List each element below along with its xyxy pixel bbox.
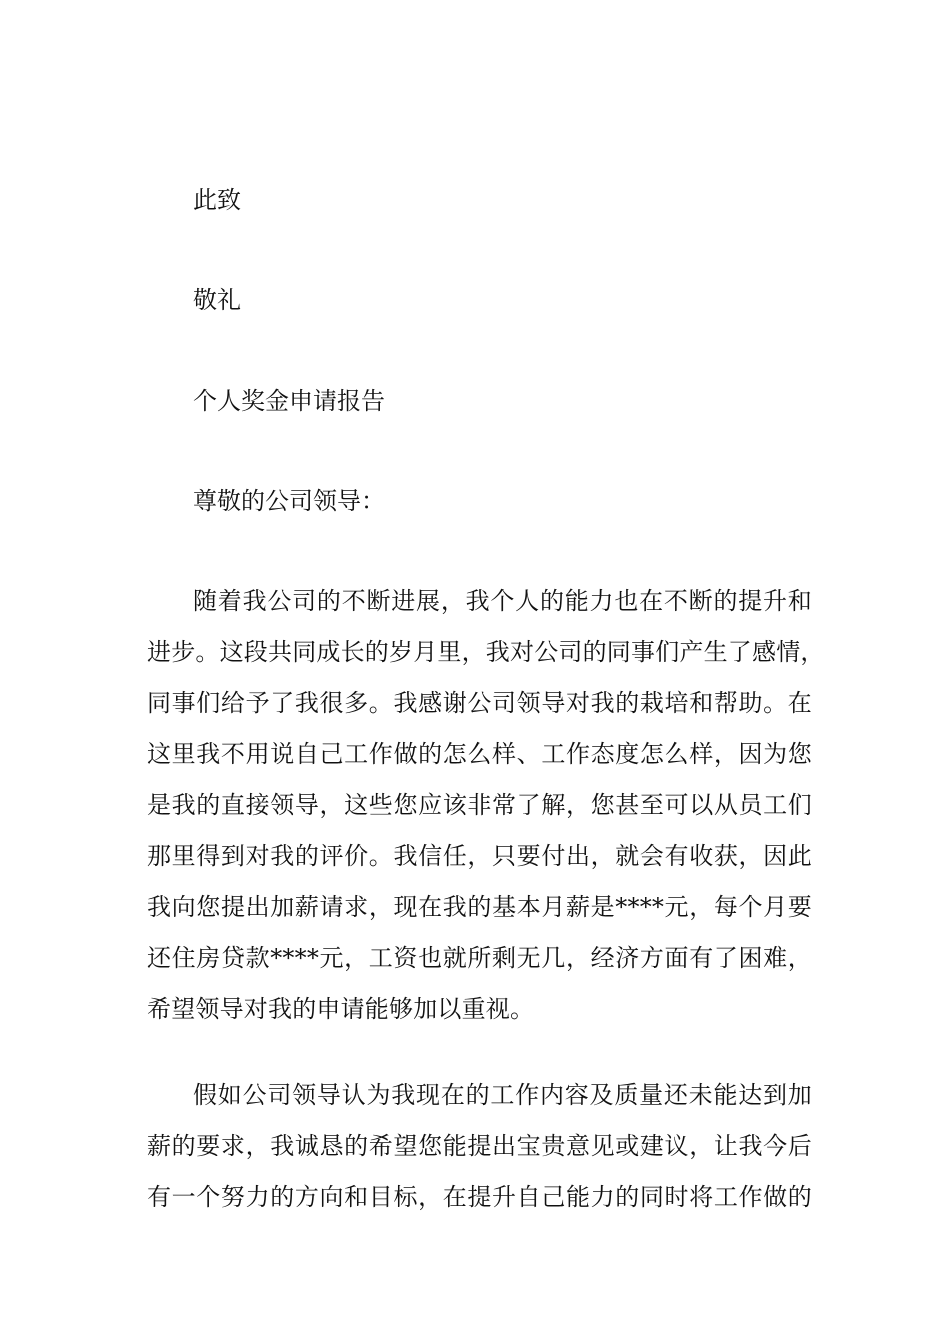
paragraph-1 bbox=[147, 576, 825, 1035]
paragraph-1-line: 我向您提出加薪请求，现在我的基本月薪是****元，每个月要 bbox=[147, 893, 812, 921]
paragraph-1-line: 希望领导对我的申请能够加以重视。 bbox=[147, 995, 535, 1023]
paragraph-1-line: 进步。这段共同成长的岁月里，我对公司的同事们产生了感情， bbox=[147, 638, 825, 666]
paragraph-1-line: 同事们给予了我很多。我感谢公司领导对我的栽培和帮助。在 bbox=[147, 689, 812, 717]
closing-salutation-2: 敬礼 bbox=[193, 286, 241, 314]
document-title: 个人奖金申请报告 bbox=[193, 387, 385, 415]
closing-salutation-1: 此致 bbox=[193, 186, 241, 214]
paragraph-2-line: 有一个努力的方向和目标，在提升自己能力的同时将工作做的 bbox=[147, 1183, 812, 1211]
paragraph-1-line: 这里我不用说自己工作做的怎么样、工作态度怎么样，因为您 bbox=[147, 740, 812, 768]
greeting: 尊敬的公司领导： bbox=[193, 487, 385, 515]
paragraph-1-line: 那里得到对我的评价。我信任，只要付出，就会有收获，因此 bbox=[147, 842, 812, 870]
paragraph-2 bbox=[147, 1070, 812, 1223]
paragraph-1-line: 是我的直接领导，这些您应该非常了解，您甚至可以从员工们 bbox=[147, 791, 812, 819]
paragraph-1-line: 随着我公司的不断进展，我个人的能力也在不断的提升和 bbox=[193, 587, 812, 615]
paragraph-2-line: 假如公司领导认为我现在的工作内容及质量还未能达到加 bbox=[193, 1081, 812, 1109]
paragraph-1-line: 还住房贷款****元，工资也就所剩无几，经济方面有了困难， bbox=[147, 944, 812, 972]
paragraph-2-line: 薪的要求，我诚恳的希望您能提出宝贵意见或建议，让我今后 bbox=[147, 1132, 812, 1160]
